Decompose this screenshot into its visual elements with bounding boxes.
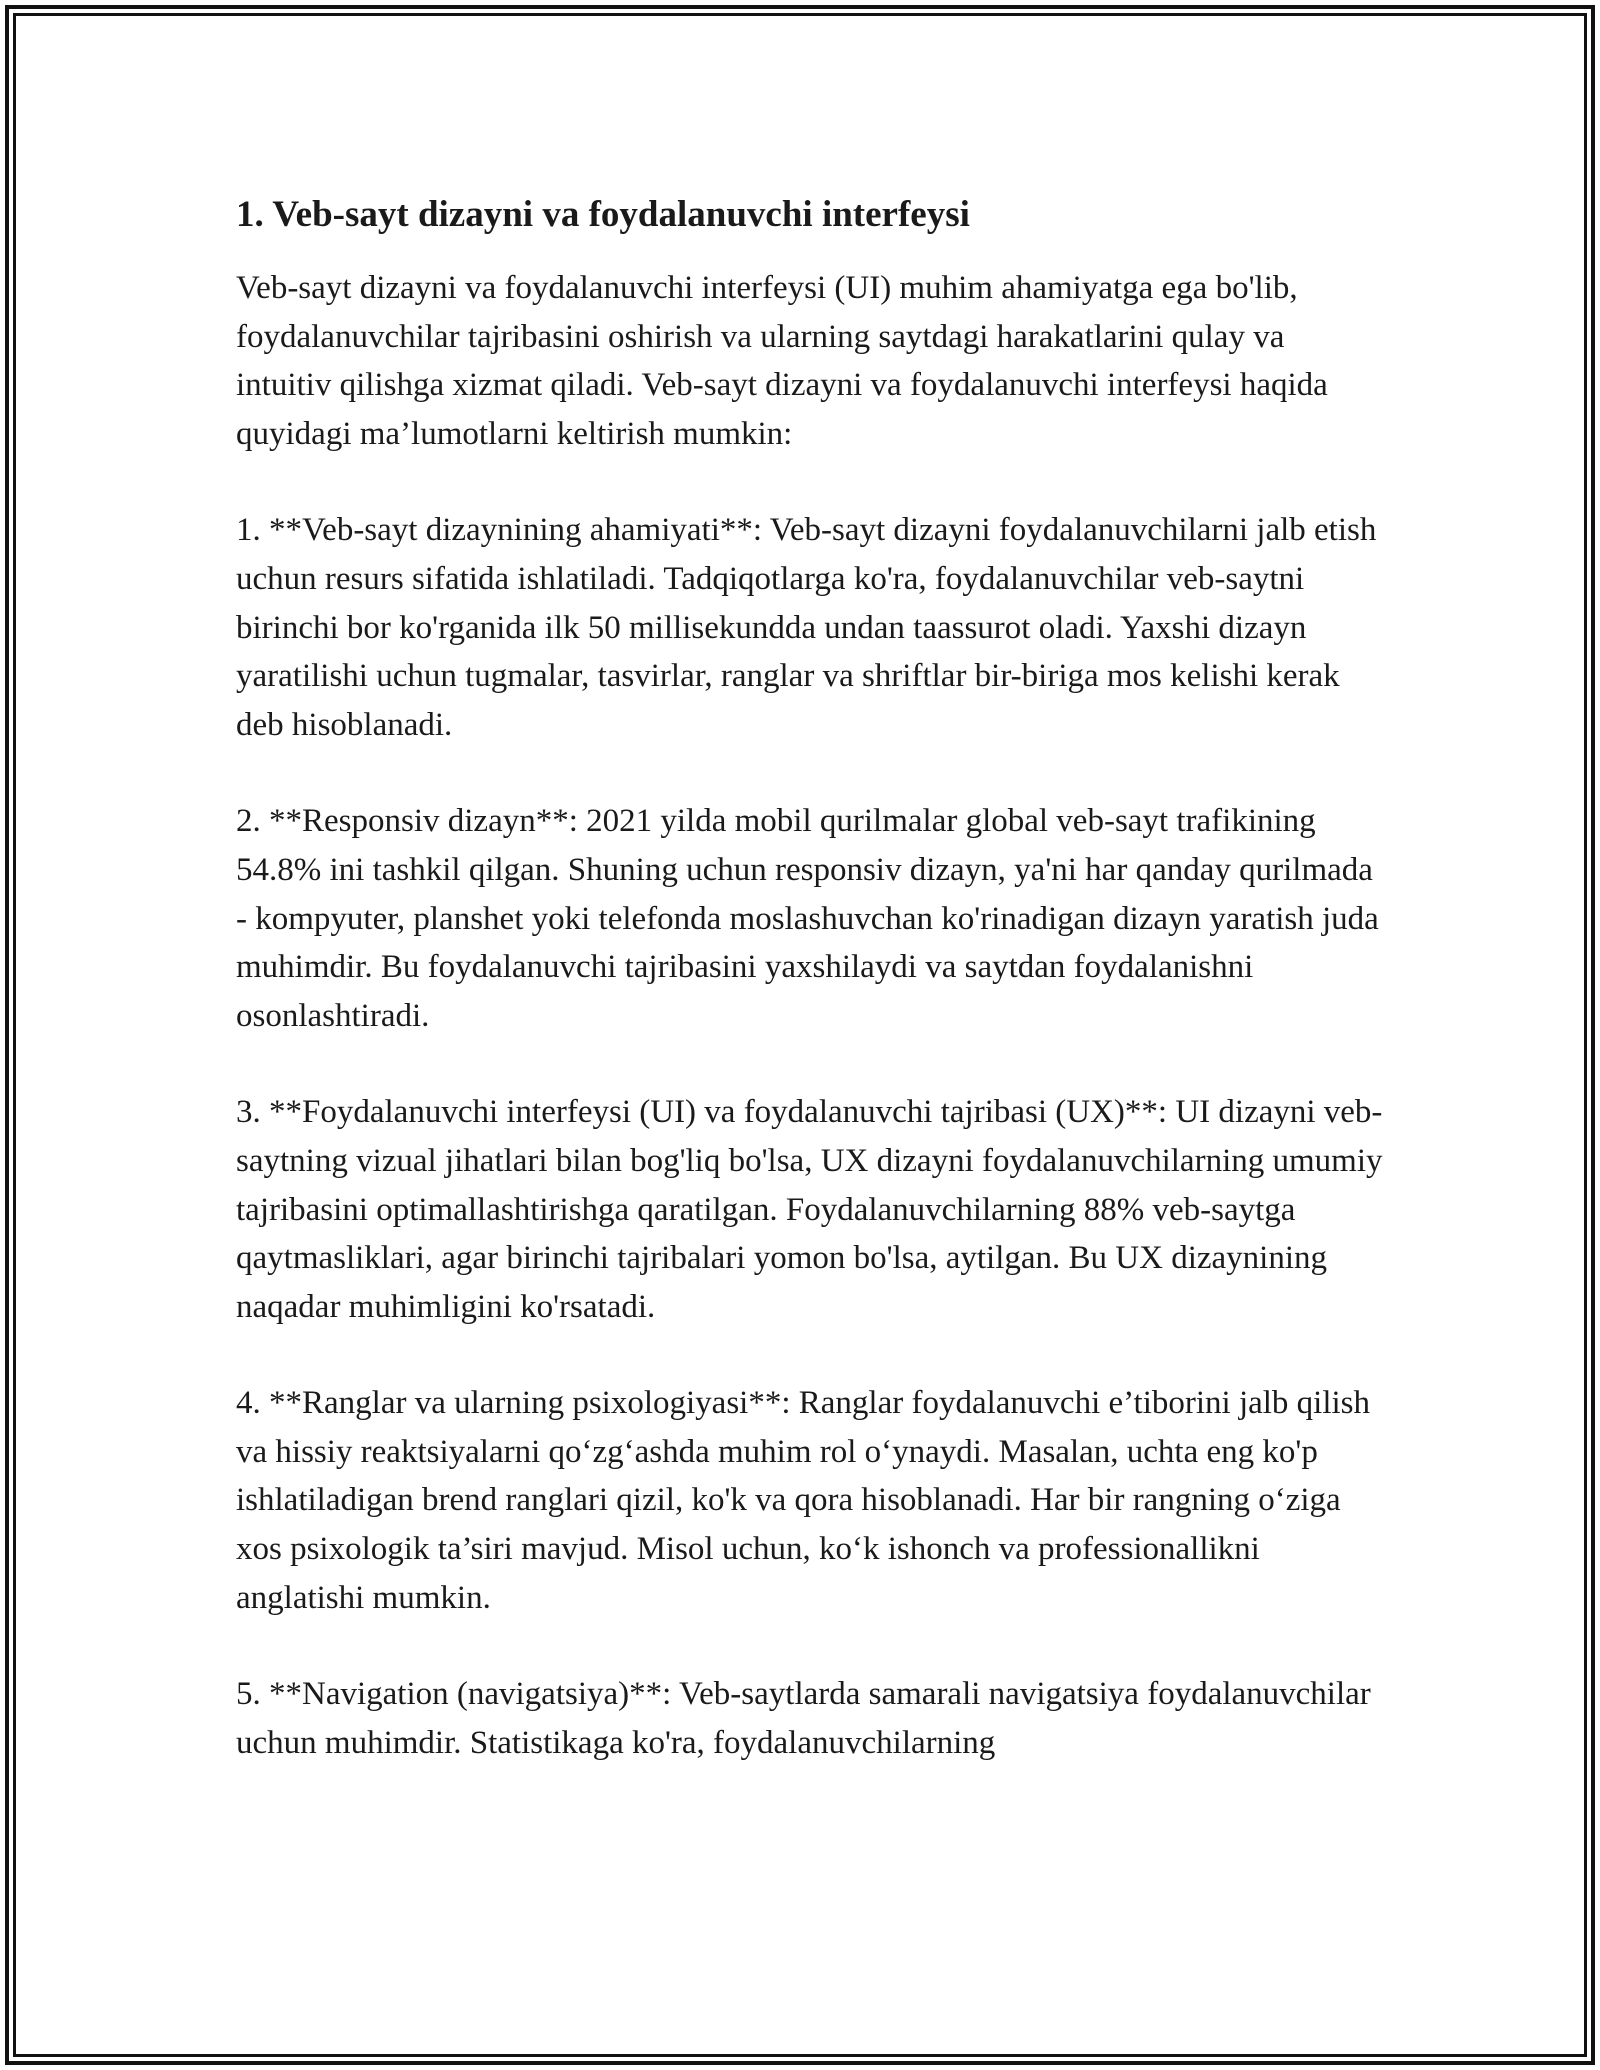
- paragraph-navigation: 5. **Navigation (navigatsiya)**: Veb-saytlarda samarali navigatsiya foydalanuvchilar uchun muhimdir. Statistikaga ko'ra, foydalanuvchilarning: [236, 1676, 1371, 1761]
- paragraph-design-importance: 1. **Veb-sayt dizaynining ahamiyati**: Veb-sayt dizayni foydalanuvchilarni jalb etish uchun resurs sifatida ishlatiladi. Tadqiqotlarga ko'ra, foydalanuvchilar veb-saytni birinchi bor ko'rganida ilk 50 millisekundda undan taassurot oladi. Yaxshi dizayn yaratilishi uchun tugmalar, tasvirlar, ranglar va shriftlar bir-biriga mos kelishi kerak deb hisoblanadi.: [236, 512, 1377, 743]
- intro-paragraph: Veb-sayt dizayni va foydalanuvchi interfeysi (UI) muhim ahamiyatga ega bo'lib, foydalanuvchilar tajribasini oshirish va ularning saytdagi harakatlarini qulay va intuitiv qilishga xizmat qiladi. Veb-sayt dizayni va foydalanuvchi interfeysi haqida quyidagi ma’lumotlarni keltirish mumkin:: [236, 270, 1328, 452]
- paragraph-responsive-design: 2. **Responsiv dizayn**: 2021 yilda mobil qurilmalar global veb-sayt trafikining 54.8% ini tashkil qilgan. Shuning uchun responsiv dizayn, ya'ni har qanday qurilmada - kompyuter, planshet yoki telefonda moslashuvchan ko'rinadigan dizayn yaratish juda muhimdir. Bu foydalanuvchi tajribasini yaxshilaydi va saytdan foydalanishni osonlashtiradi.: [236, 803, 1379, 1034]
- paragraph-color-psychology: 4. **Ranglar va ularning psixologiyasi**: Ranglar foydalanuvchi e’tiborini jalb qilish va hissiy reaktsiyalarni qo‘zg‘ashda muhim rol o‘ynaydi. Masalan, uchta eng ko'p ishlatiladigan brend ranglari qizil, ko'k va qora hisoblanadi. Har bir rangning o‘ziga xos psixologik ta’siri mavjud. Misol uchun, ko‘k ishonch va professionallikni anglatishi mumkin.: [236, 1385, 1371, 1616]
- document-body: [236, 192, 1386, 1815]
- paragraph-ui-ux: 3. **Foydalanuvchi interfeysi (UI) va foydalanuvchi tajribasi (UX)**: UI dizayni veb-saytning vizual jihatlari bilan bog'liq bo'lsa, UX dizayni foydalanuvchilarning umumiy tajribasini optimallashtirishga qaratilgan. Foydalanuvchilarning 88% veb-saytga qaytmasliklari, agar birinchi tajribalari yomon bo'lsa, aytilgan. Bu UX dizaynining naqadar muhimligini ko'rsatadi.: [236, 1094, 1383, 1325]
- section-heading: 1. Veb-sayt dizayni va foydalanuvchi interfeysi: [236, 194, 970, 235]
